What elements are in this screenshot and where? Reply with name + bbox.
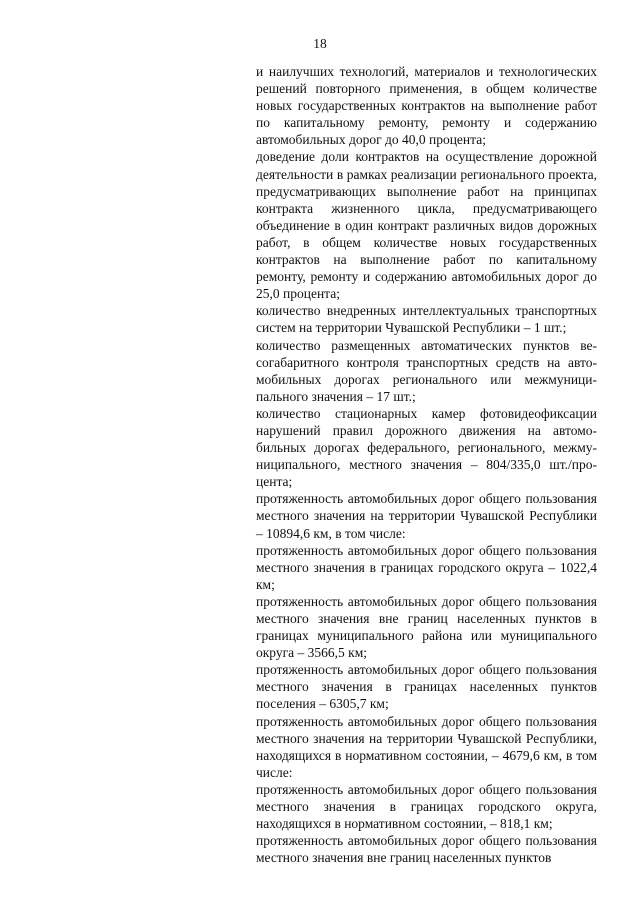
paragraph-outside-settlements-roads: протяженность автомобильных дорог общего пользования местного значения вне границ населенных пунктов в границах муниципального района или муниципального округа – 3566,5 км;: [256, 593, 597, 661]
body-text: [256, 63, 597, 866]
paragraph-normative-state-total: протяженность автомобильных дорог общего пользования местного значения на территории Чувашской Республики, находящихся в нормативном состоянии, – 4679,6 км, в том числе:: [256, 713, 597, 780]
paragraph-normative-outside-settlements: протяженность автомобильных дорог общего пользования местного значения вне границ населенных пунктов: [256, 833, 597, 866]
paragraph-intelligent-transport: количество внедренных интеллектуальных транспортных систем на территории Чувашской Республики – 1 шт.;: [256, 303, 597, 336]
paragraph-total-road-length: протяженность автомобильных дорог общего пользования местного значения на территории Чувашской Республики – 10894,6 км, в том числе:: [256, 491, 597, 541]
paragraph-normative-city-district: протяженность автомобильных дорог общего пользования местного значения в границах городского округа, находящихся в нормативном состоянии, – 818,1 км;: [256, 781, 597, 832]
paragraph-city-district-roads: протяженность автомобильных дорог общего пользования местного значения в границах городского округа – 1022,4 км;: [256, 542, 597, 592]
paragraph-weight-control-points: количество размещенных автоматических пунктов весогабаритного контроля транспортных средств на автомобильных дорогах регионального или межмуниципального значения – 17 шт.;: [256, 337, 597, 404]
paragraph-best-technologies: и наилучших технологий, материалов и технологических решений повторного применения, в общем количестве новых государственных контрактов на выполнение работ по капитальному ремонту, ремонту и содержанию автомобильных дорог до 40,0 процента;: [256, 64, 597, 148]
paragraph-traffic-cameras: количество стационарных камер фотовидеофиксации нарушений правил дорожного движения на автомобильных дорогах федерального, регионального, межмуниципального, местного значения – 804/335,0 шт./процента;: [256, 405, 597, 490]
paragraph-settlement-roads: протяженность автомобильных дорог общего пользования местного значения в границах населенных пунктов поселения – 6305,7 км;: [256, 662, 597, 712]
paragraph-lifecycle-contracts: доведение доли контрактов на осуществление дорожной деятельности в рамках реализации регионального проекта, предусматривающих выполнение работ на принципах контракта жизненного цикла, предусматривающего объединение в один контракт различных видов дорожных работ, в общем количестве новых государственных контрактов на выполнение работ по капитальному ремонту, ремонту и содержанию автомобильных дорог до 25,0 процента;: [256, 149, 597, 302]
page-number: 18: [313, 36, 327, 51]
